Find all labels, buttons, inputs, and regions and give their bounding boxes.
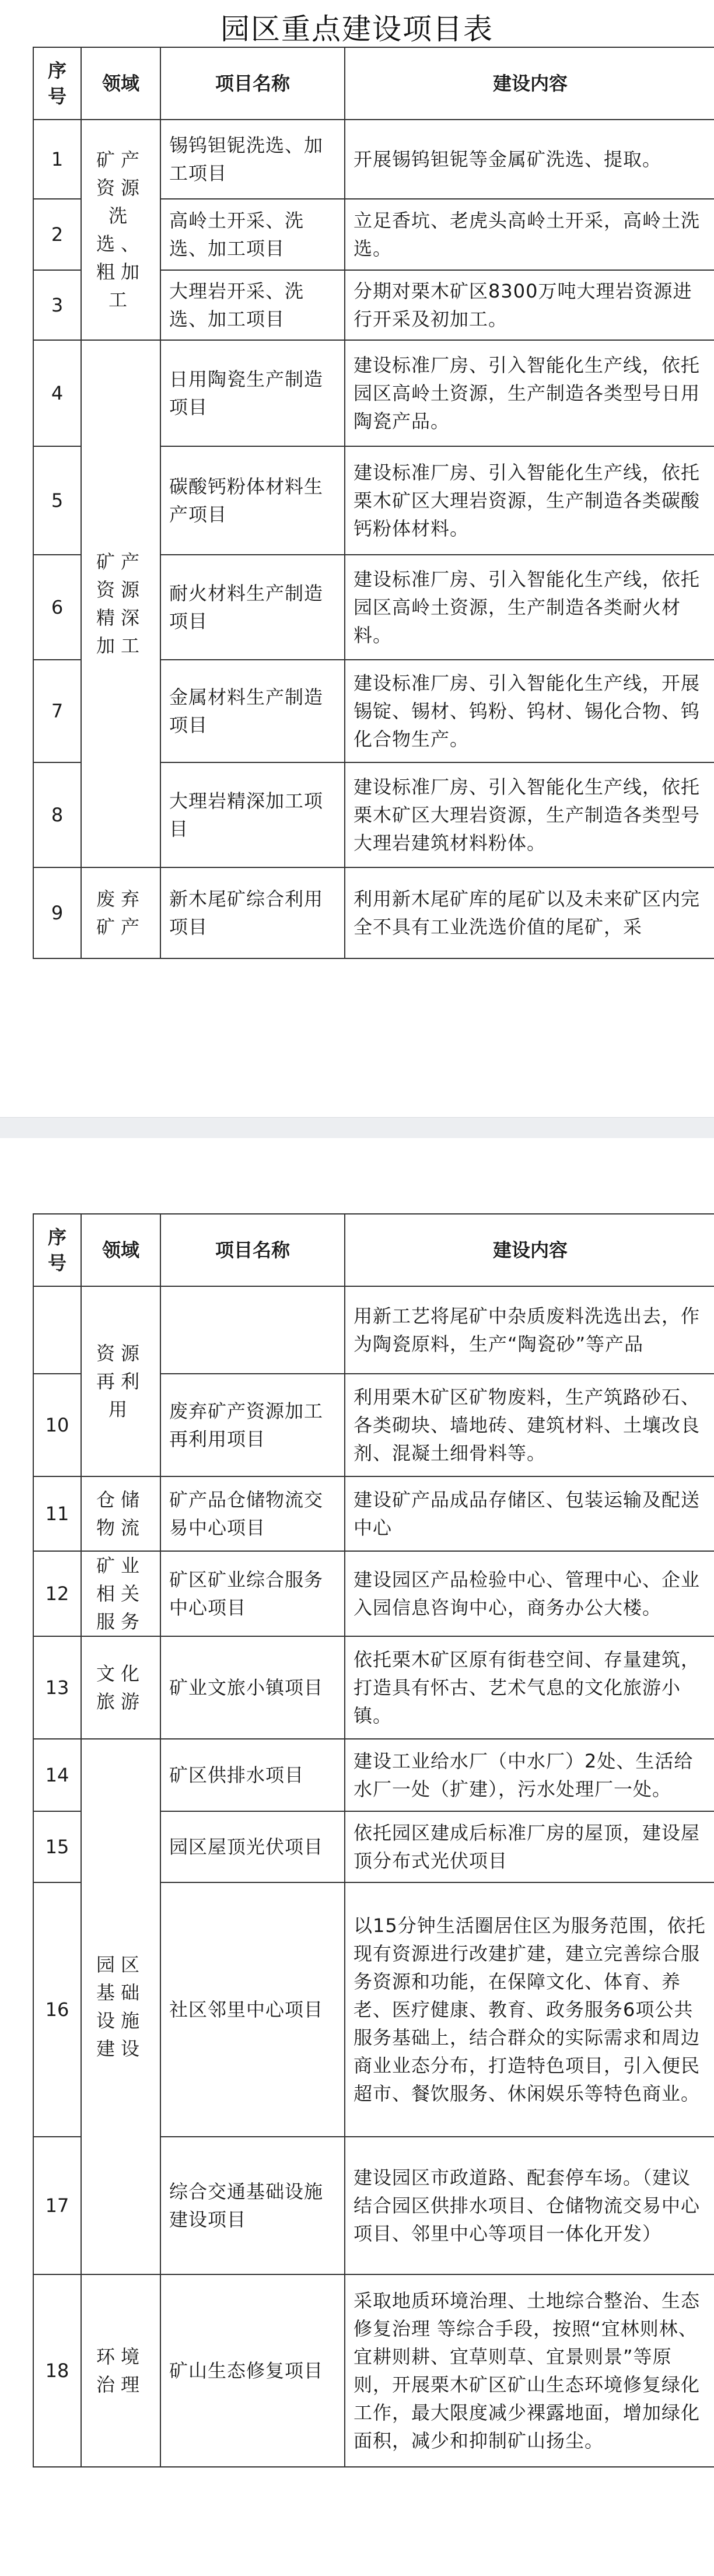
table-row <box>33 1476 714 1551</box>
header-name: 项目名称 <box>160 47 345 120</box>
project-name: 矿山生态修复项目 <box>160 2274 345 2467</box>
table-row <box>33 120 714 199</box>
page-separator-band <box>0 1117 714 1138</box>
project-content: 建设标准厂房、引入智能化生产线，依托园区高岭土资源，生产制造各类型号日用陶瓷产品。 <box>345 340 714 446</box>
row-num: 2 <box>33 199 81 270</box>
header-field: 领域 <box>81 47 160 120</box>
project-content: 利用栗木矿区矿物废料，生产筑路砂石、各类砌块、墙地砖、建筑材料、土壤改良剂、混凝土细骨料等。 <box>345 1374 714 1476</box>
header-content: 建设内容 <box>345 1214 714 1286</box>
field-cell: 矿业相关服务 <box>81 1551 160 1636</box>
project-name: 废弃矿产资源加工再利用项目 <box>160 1374 345 1476</box>
row-num: 12 <box>33 1551 81 1636</box>
project-name: 园区屋顶光伏项目 <box>160 1811 345 1882</box>
header-num: 序号 <box>33 1214 81 1286</box>
row-num: 10 <box>33 1374 81 1476</box>
project-content: 建设园区市政道路、配套停车场。（建议结合园区供排水项目、仓储物流交易中心项目、邻里中心等项目一体化开发） <box>345 2137 714 2274</box>
row-num: 17 <box>33 2137 81 2274</box>
project-name: 大理岩开采、洗选、加工项目 <box>160 270 345 340</box>
project-content: 建设标准厂房、引入智能化生产线，依托栗木矿区大理岩资源，生产制造各类碳酸钙粉体材料。 <box>345 446 714 555</box>
row-num: 18 <box>33 2274 81 2467</box>
page-separator <box>0 1044 714 1143</box>
table-row <box>33 867 714 958</box>
row-num: 5 <box>33 446 81 555</box>
project-content: 立足香坑、老虎头高岭土开采，高岭土洗选。 <box>345 199 714 270</box>
project-name: 大理岩精深加工项目 <box>160 762 345 867</box>
project-name: 矿产品仓储物流交易中心项目 <box>160 1476 345 1551</box>
project-table-page-2 <box>33 1213 714 2468</box>
table-row <box>33 1636 714 1739</box>
row-num: 13 <box>33 1636 81 1739</box>
row-num: 3 <box>33 270 81 340</box>
row-num: 8 <box>33 762 81 867</box>
project-name: 碳酸钙粉体材料生产项目 <box>160 446 345 555</box>
project-name: 矿区供排水项目 <box>160 1739 345 1811</box>
project-name: 矿业文旅小镇项目 <box>160 1636 345 1739</box>
row-num: 9 <box>33 867 81 958</box>
row-num <box>33 1286 81 1374</box>
table-row <box>33 2274 714 2467</box>
field-cell: 矿产资源精深加工 <box>81 340 160 867</box>
project-name: 金属材料生产制造项目 <box>160 660 345 762</box>
header-field: 领域 <box>81 1214 160 1286</box>
project-content: 建设标准厂房、引入智能化生产线，依托栗木矿区大理岩资源，生产制造各类型号大理岩建筑材料粉体。 <box>345 762 714 867</box>
field-cell: 园区基础设施建设 <box>81 1739 160 2274</box>
header-num: 序号 <box>33 47 81 120</box>
row-num: 6 <box>33 555 81 660</box>
project-content: 依托栗木矿区原有街巷空间、存量建筑，打造具有怀古、艺术气息的文化旅游小镇。 <box>345 1636 714 1739</box>
table-row <box>33 1286 714 1374</box>
project-content: 建设标准厂房、引入智能化生产线，依托园区高岭土资源，生产制造各类耐火材料。 <box>345 555 714 660</box>
field-cell: 仓储物流 <box>81 1476 160 1551</box>
document-page-2 <box>0 1143 714 2576</box>
field-cell: 资源再利用 <box>81 1286 160 1476</box>
project-name: 综合交通基础设施建设项目 <box>160 2137 345 2274</box>
project-name: 锡钨钽铌洗选、加工项目 <box>160 120 345 199</box>
header-name: 项目名称 <box>160 1214 345 1286</box>
page-title: 园区重点建设项目表 <box>220 12 494 46</box>
project-content: 建设工业给水厂（中水厂）2处、生活给水厂一处（扩建），污水处理厂一处。 <box>345 1739 714 1811</box>
field-cell: 文化旅游 <box>81 1636 160 1739</box>
row-num: 11 <box>33 1476 81 1551</box>
project-name: 矿区矿业综合服务中心项目 <box>160 1551 345 1636</box>
field-cell: 环境治理 <box>81 2274 160 2467</box>
project-name: 耐火材料生产制造项目 <box>160 555 345 660</box>
table-header-row <box>33 1214 714 1286</box>
project-content: 采取地质环境治理、土地综合整治、生态修复治理 等综合手段，按照“宜林则林、宜耕则耕、宜草则草、宜景则景”等原则，开展栗木矿区矿山生态环境修复绿化工作，最大限度减少裸露地面，增加绿化面积，减少和抑制矿山扬尘。 <box>345 2274 714 2467</box>
table-header-row <box>33 47 714 120</box>
project-content: 开展锡钨钽铌等金属矿洗选、提取。 <box>345 120 714 199</box>
project-content: 建设园区产品检验中心、管理中心、企业入园信息咨询中心，商务办公大楼。 <box>345 1551 714 1636</box>
project-name: 社区邻里中心项目 <box>160 1882 345 2137</box>
header-content: 建设内容 <box>345 47 714 120</box>
row-num: 16 <box>33 1882 81 2137</box>
row-num: 4 <box>33 340 81 446</box>
project-name: 日用陶瓷生产制造项目 <box>160 340 345 446</box>
row-num: 14 <box>33 1739 81 1811</box>
field-cell: 矿产资源洗选、粗加工 <box>81 120 160 340</box>
project-content: 用新工艺将尾矿中杂质废料洗选出去，作为陶瓷原料，生产“陶瓷砂”等产品 <box>345 1286 714 1374</box>
project-name: 高岭土开采、洗选、加工项目 <box>160 199 345 270</box>
project-content: 分期对栗木矿区8300万吨大理岩资源进行开采及初加工。 <box>345 270 714 340</box>
row-num: 1 <box>33 120 81 199</box>
project-content: 以15分钟生活圈居住区为服务范围，依托现有资源进行改建扩建，建立完善综合服务资源和功能，在保障文化、体育、养老、医疗健康、教育、政务服务6项公共服务基础上，结合群众的实际需求和周边商业业态分布，打造特色项目，引入便民超市、餐饮服务、休闲娱乐等特色商业。 <box>345 1882 714 2137</box>
table-row <box>33 1551 714 1636</box>
row-num: 15 <box>33 1811 81 1882</box>
table-row <box>33 340 714 446</box>
field-cell: 废弃矿产 <box>81 867 160 958</box>
project-content: 建设矿产品成品存储区、包装运输及配送中心 <box>345 1476 714 1551</box>
project-content: 依托园区建成后标准厂房的屋顶，建设屋顶分布式光伏项目 <box>345 1811 714 1882</box>
table-row <box>33 1739 714 1811</box>
project-content: 建设标准厂房、引入智能化生产线，开展锡锭、锡材、钨粉、钨材、锡化合物、钨化合物生产。 <box>345 660 714 762</box>
document-page-1 <box>0 0 714 1044</box>
row-num: 7 <box>33 660 81 762</box>
project-table-page-1 <box>33 47 714 959</box>
project-name <box>160 1286 345 1374</box>
project-name: 新木尾矿综合利用项目 <box>160 867 345 958</box>
project-content: 利用新木尾矿库的尾矿以及未来矿区内完全不具有工业洗选价值的尾矿，采 <box>345 867 714 958</box>
